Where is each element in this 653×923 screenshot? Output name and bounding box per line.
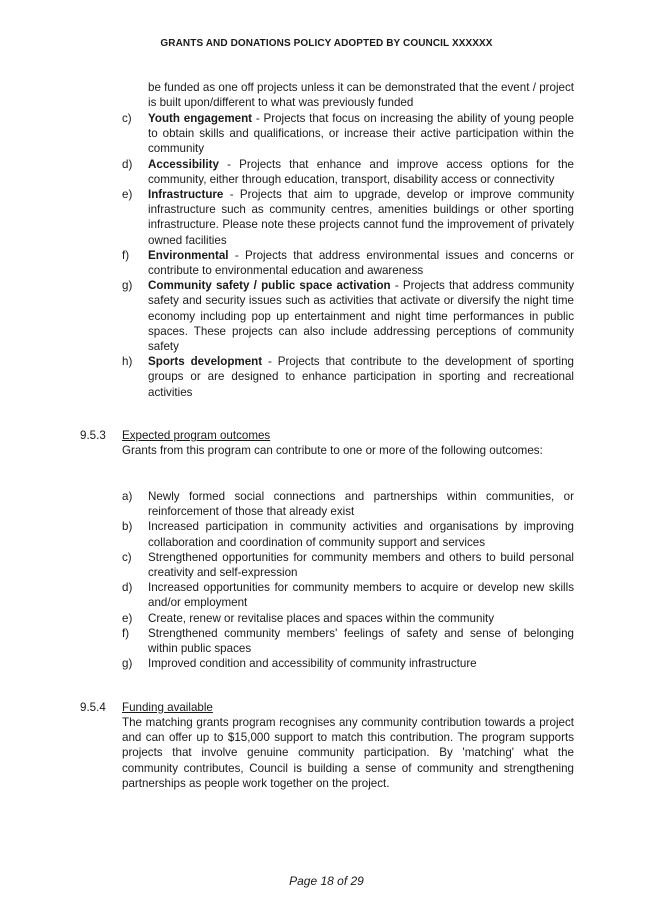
section-9-5-4 — [80, 700, 574, 715]
list-text: Newly formed social connections and partnerships within communities, or reinforcement of those that already exist — [148, 490, 574, 519]
list-text: - Projects that aim to upgrade, develop or improve community infrastructure such as community centres, amenities buildings or other sporting infrastructure. Please note these projects cannot fund the improvement of privately owned facilities — [148, 188, 574, 247]
list-letter: e) — [122, 611, 133, 625]
list-text: Improved condition and accessibility of community infrastructure — [148, 657, 477, 671]
list-text: - Projects that enhance and improve access options for the community, either through education, transport, disability access or connectivity — [148, 157, 574, 186]
section-intro: Grants from this program can contribute to one or more of the following outcomes: — [122, 444, 543, 457]
list-letter: f) — [122, 248, 130, 262]
list-item — [122, 111, 574, 157]
section-number: 9.5.3 — [80, 429, 106, 442]
list-letter: d) — [122, 581, 133, 595]
list-term: Environmental — [148, 248, 229, 262]
list-text: Increased opportunities for community members to acquire or develop new skills and/or employment — [148, 581, 574, 610]
list-item — [122, 519, 574, 549]
list-term: Accessibility — [148, 157, 219, 171]
list-item — [122, 611, 574, 626]
priority-list — [122, 111, 574, 400]
list-letter: e) — [122, 188, 133, 202]
section-9-5-3 — [80, 428, 574, 443]
section-number: 9.5.4 — [80, 701, 106, 714]
list-letter: d) — [122, 157, 133, 171]
funding-paragraph: The matching grants program recognises any community contribution towards a project and can offer up to $15,000 support to match this contribution. The program supports projects that involve genuine community participation. By 'matching' what the community contributes, Council is building a sense of community and strengthening partnerships as people work together on the project. — [122, 716, 574, 790]
list-letter: b) — [122, 520, 133, 534]
list-item — [122, 248, 574, 278]
list-text: Strengthened opportunities for community members and others to build personal creativity and self-expression — [148, 550, 574, 580]
list-text: Increased participation in community activities and organisations by improving collaboration and coordination of community support and services — [148, 520, 574, 549]
list-letter: c) — [122, 112, 132, 125]
list-term: Infrastructure — [148, 188, 224, 202]
list-text: - Projects that focus on increasing the ability of young people to obtain skills and qualifications, or increase their active participation within the community — [148, 112, 575, 156]
list-item — [122, 656, 574, 671]
list-item — [122, 550, 574, 580]
list-item — [122, 580, 574, 610]
list-item — [122, 187, 574, 248]
list-item — [122, 626, 574, 656]
list-term: Sports development — [148, 355, 263, 369]
section-title: Funding available — [122, 701, 213, 714]
page-number: Page 18 of 29 — [289, 874, 364, 888]
list-term: Youth engagement — [148, 112, 253, 125]
list-text: - Projects that address community safety and security issues such as activities that activate or diversify the night time economy including pop up entertainment and night time performances in public spaces. These projects can also include addressing perceptions of community safety — [148, 279, 574, 354]
list-letter: f) — [122, 626, 130, 640]
list-letter: g) — [122, 657, 133, 671]
list-item — [122, 157, 574, 187]
list-text: Create, renew or revitalise places and spaces within the community — [148, 611, 495, 625]
list-letter: a) — [122, 490, 133, 503]
continuation-text: be funded as one off projects unless it can be demonstrated that the event / project is built upon/different to what was previously funded — [148, 81, 574, 110]
list-text: Strengthened community members' feelings of safety and sense of belonging within public spaces — [148, 626, 574, 656]
list-text: - Projects that address environmental issues and concerns or contribute to environmental education and awareness — [148, 248, 574, 278]
document-header: GRANTS AND DONATIONS POLICY ADOPTED BY COUNCIL XXXXXX — [160, 38, 493, 49]
list-term: Community safety / public space activation — [148, 279, 391, 293]
list-item — [122, 354, 574, 400]
list-text: - Projects that contribute to the development of sporting groups or are designed to enhance participation in sporting and recreational activities — [148, 355, 575, 399]
list-letter: h) — [122, 355, 133, 369]
outcomes-list — [122, 489, 574, 671]
list-letter: c) — [122, 550, 132, 564]
list-letter: g) — [122, 279, 133, 293]
list-item — [122, 489, 574, 519]
section-title: Expected program outcomes — [122, 429, 271, 442]
list-item — [122, 278, 574, 354]
